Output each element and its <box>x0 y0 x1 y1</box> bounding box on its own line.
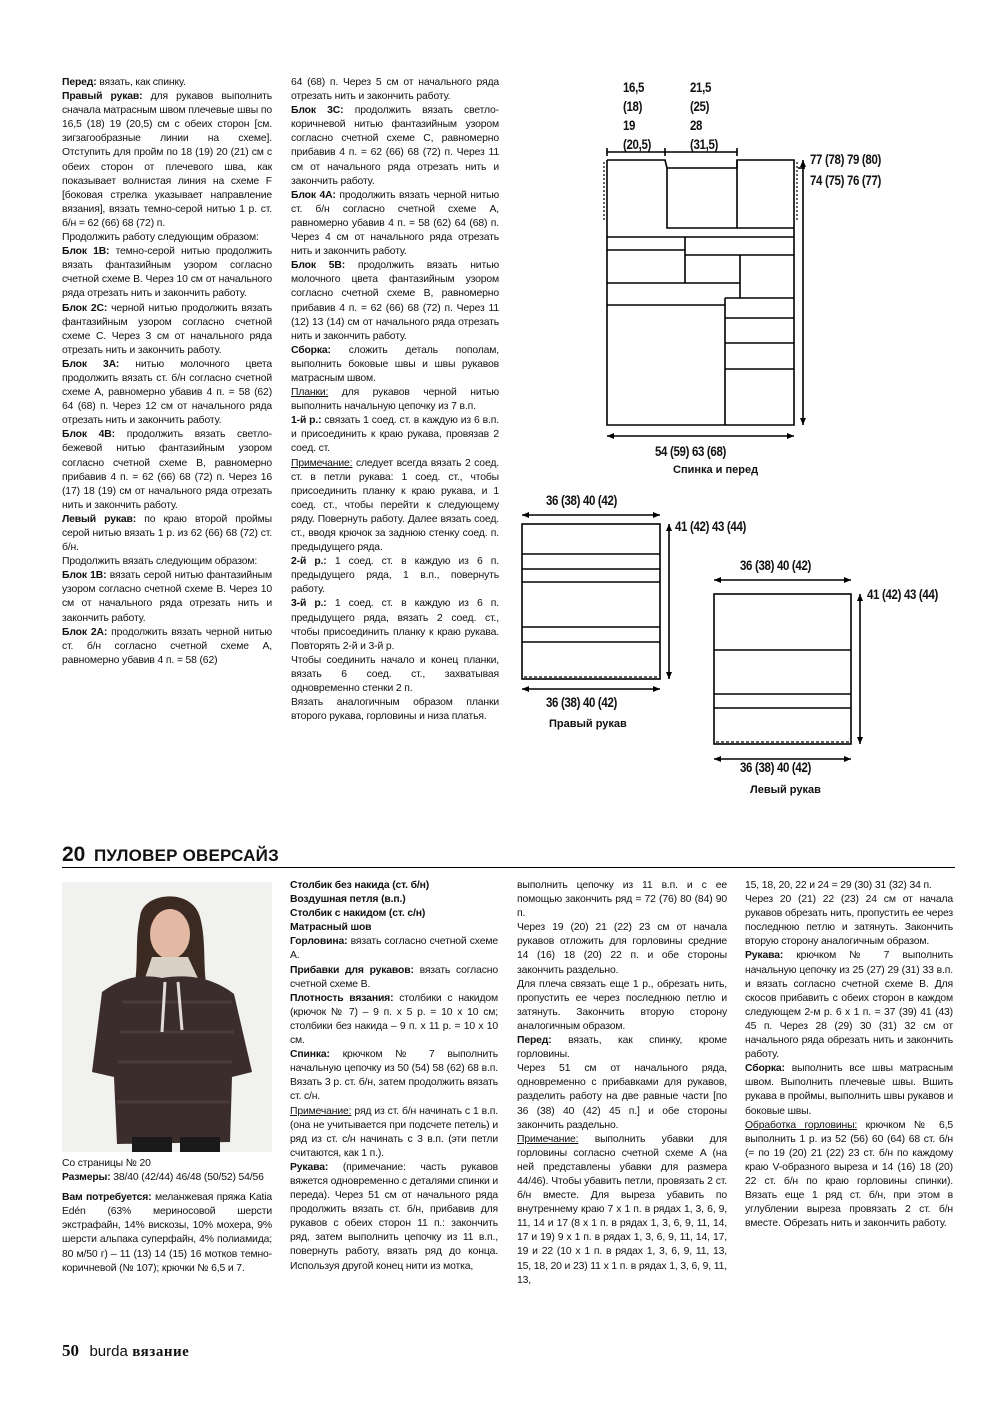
paragraph-text: продолжить вязать светло-коричневой нитью фантазийным узором согласно счетной схеме C, равномерно прибавив 4 п. = 62 (66) 68 (72) п. Через 11 см от начального ряда отрезать нить и закончить работу. <box>291 105 499 187</box>
paragraph-heading: Блок 4В: <box>62 429 115 441</box>
paragraph <box>291 654 499 696</box>
paragraph-text: Через 20 (21) 22 (23) 24 см от начала рукавов обрезать нить, пропустить ее через последнюю петлю и затянуть. Закончить вторую сторону аналогичным образом. <box>745 894 953 948</box>
paragraph-text: темно-серой нитью продолжить вязать фантазийным узором согласно счетной схеме B. Через 10 см от начального ряда отрезать нить и закончить работу. <box>62 246 272 300</box>
paragraph-heading: Вам потребуется: <box>62 1192 152 1204</box>
left-sleeve-caption: Левый рукав <box>750 784 821 796</box>
paragraph <box>62 555 272 569</box>
paragraph-text: (примечание: часть рукавов вяжется одновременно с деталями спинки и переда). Через 51 см от начального ряда продолжить вязать ст. б/н, прибавив для рукавов с обеих сторон 11 п.: закончить ряд, затем выполнить цепочку из 11 в.п., повернуть работу, вязать ряд до конца. Используя другой конец нити из мотка, <box>290 1161 498 1272</box>
right-sleeve-schematic <box>515 505 675 705</box>
paragraph <box>62 1157 272 1171</box>
paragraph-text: 15, 18, 20, 22 и 24 = 29 (30) 31 (32) 34 п. <box>745 880 932 891</box>
paragraph-heading: 3-й р.: <box>291 598 327 610</box>
paragraph <box>62 231 272 245</box>
paragraph-heading: Блок 1В: <box>62 246 110 258</box>
text-column-b <box>290 879 498 1274</box>
paragraph <box>745 893 953 949</box>
paragraph <box>62 626 272 668</box>
paragraph-heading: Матрасный шов <box>290 922 372 934</box>
paragraph-note-heading: Примечание: <box>291 457 353 469</box>
paragraph <box>291 104 499 189</box>
model-photo <box>62 882 272 1152</box>
dim-text: 16,5 <box>623 79 645 95</box>
right-sleeve-top-label: 36 (38) 40 (42) <box>546 492 618 508</box>
paragraph-heading: Рукава: <box>745 950 784 962</box>
paragraph <box>291 457 499 556</box>
paragraph-text: Со страницы № 20 <box>62 1158 151 1169</box>
paragraph-heading: Блок 2А: <box>62 626 108 638</box>
paragraph-heading: Перед: <box>517 1035 552 1047</box>
paragraph-text: выполнить все швы матрасным швом. Выполнить плечевые швы. Вшить рукава в проймы, выполнить швы рукавов и боковые швы. <box>745 1063 953 1117</box>
right-sleeve-bottom-label: 36 (38) 40 (42) <box>546 694 618 710</box>
paragraph <box>517 1062 727 1132</box>
paragraph-text: столбики с накидом (крючок № 7) – 9 п. х 5 р. = 10 х 10 см; столбики без накида – 9 п. х 11 р. = 10 х 10 см. <box>290 992 498 1047</box>
paragraph <box>62 513 272 555</box>
paragraph-heading: Столбик без накида (ст. б/н) <box>290 880 430 891</box>
paragraph-heading: Горловина: <box>290 936 348 948</box>
paragraph <box>745 879 953 893</box>
paragraph-text: Чтобы соединить начало и конец планки, вязать 6 соед. ст., захватывая одновременно стенки 2 п. <box>291 654 499 695</box>
paragraph-text: Для плеча связать еще 1 р., обрезать нить, пропустить ее через последнюю петлю и затянуть. Закончить вторую сторону аналогичным образом. <box>517 978 727 1032</box>
paragraph-heading: Сборка: <box>291 344 331 356</box>
paragraph-text: вязать согласно счетной схеме B. <box>290 964 498 990</box>
paragraph-text: Продолжить работу следующим образом: <box>62 232 259 244</box>
left-sleeve-schematic <box>708 570 868 775</box>
paragraph-text: Вязать аналогичным образом планки второго рукава, горловины и низа платья. <box>291 697 499 723</box>
paragraph <box>62 76 272 90</box>
text-column-intro <box>62 1157 272 1276</box>
paragraph-text: 64 (68) п. Через 5 см от начального ряда отрезать нить и закончить работу. <box>291 77 499 103</box>
paragraph-text: крючком № 6,5 выполнить 1 р. из 52 (56) 60 (64) 68 ст. б/н (= по 19 (20) 21 (22) 23 ст. б/н по каждому краю V-образного выреза и 14 (16) 18 (20) 22 ст. б/н по краю горловины спинки). Вязать еще 1 ряд ст. б/н, при этом в углублении выреза провязать 2 ст. б/н вместе. Обрезать нить и закончить работу. <box>745 1119 953 1230</box>
paragraph <box>62 1171 272 1185</box>
paragraph-heading: Сборка: <box>745 1063 785 1075</box>
paragraph-text: крючком № 7 выполнить начальную цепочку из 25 (27) 29 (31) 33 в.п. и вязать согласно счетной схеме B. Для скосов прибавить с обеих сторон в каждом следующем 2-м р. 6 х 1 п. = 37 (39) 41 (43) 45 п. Через 28 (29) 30 (31) 32 см от начального ряда обрезать нить и закончить работу. <box>745 950 953 1061</box>
paragraph <box>291 344 499 386</box>
paragraph <box>62 358 272 428</box>
paragraph-text: 38/40 (42/44) 46/48 (50/52) 54/56 <box>110 1172 264 1184</box>
paragraph-heading: Блок 5В: <box>291 260 346 272</box>
body-schematic <box>595 140 810 470</box>
paragraph <box>517 978 727 1034</box>
paragraph-text: сложить деталь пополам, выполнить боковые швы и швы рукавов матрасным швом. <box>291 344 499 384</box>
paragraph-note-heading: Примечание: <box>517 1133 579 1145</box>
paragraph-text: продолжить вязать светло-бежевой нитью фантазийным узором согласно счетной схеме B, равномерно прибавив 4 п. = 62 (66) 68 (72) п. Через 16 (17) 18 (19) см от начального ряда отрезать нить и закончить работу. <box>62 429 272 511</box>
paragraph-note-heading: Обработка горловины: <box>745 1119 858 1131</box>
section-title: ПУЛОВЕР ОВЕРСАЙЗ <box>94 846 279 865</box>
paragraph <box>290 1161 498 1274</box>
paragraph-text: выполнить убавки для горловины согласно счетной схеме A (на ней представлены убавки для размера 44/46). Чтобы убавить петли, провязать 2 ст. б/н вместе. Для выреза убавить по внутреннему краю 7 х 1 п. в рядах 1, 3, 6, 9, 11, 14 и 17 (8 х 1 п. в рядах 1, 3, 6, 9, 11, 14, 17 и 19) 9 х 1 п. в рядах 1, 3, 6, 9, 11, 14, 17, 19 и 22 (10 х 1 п. в рядах 1, 3, 6, 9, 11, 13, 15, 18, 20 и 23) 11 х 1 п. в рядах 1, 3, 6, 9, 11, 13, <box>517 1133 727 1286</box>
paragraph-text: ряд из ст. б/н начинать с 1 в.п. (она не учитывается при подсчете петель) и ряд из ст. с/н начинать с 3 в.п. (эти петли считаются, как 1 п.). <box>290 1105 498 1159</box>
paragraph-text: крючком № 7 выполнить начальную цепочку из 50 (54) 58 (62) 68 в.п. Вязать 3 р. ст. б/н, затем продолжить вязать ст. с/н. <box>290 1049 498 1103</box>
paragraph <box>290 879 498 893</box>
paragraph <box>517 1034 727 1062</box>
right-sleeve-height-label: 41 (42) 43 (44) <box>675 518 747 534</box>
paragraph-heading: Левый рукав: <box>62 513 137 525</box>
paragraph <box>291 555 499 597</box>
paragraph <box>291 386 499 414</box>
paragraph <box>291 597 499 653</box>
right-sleeve-caption: Правый рукав <box>549 718 627 730</box>
paragraph <box>62 428 272 513</box>
paragraph <box>291 76 499 104</box>
dim-text: 21,5 <box>690 79 712 95</box>
paragraph-text: Через 19 (20) 21 (22) 23 см от начала рукавов отложить для горловины средние 14 (16) 18 (20) 22 п. и обе стороны закончить раздельно. <box>517 922 727 976</box>
magazine-name: вязание <box>132 1344 190 1360</box>
paragraph-heading: Блок 4А: <box>291 189 336 201</box>
paragraph-heading: Прибавки для рукавов: <box>290 964 414 976</box>
paragraph <box>291 696 499 724</box>
paragraph-text: продолжить вязать черной нитью ст. б/н согласно счетной схеме A, равномерно убавив 4 п. = 58 (62) <box>62 626 272 666</box>
paragraph-text: Через 51 см от начального ряда, одновременно с прибавками для рукавов, разделить работу на две равные части [по 36 (38) 40 (42) 45 п.] и обе стороны закончить раздельно. <box>517 1063 727 1131</box>
section-number: 20 <box>62 843 86 866</box>
paragraph <box>62 302 272 358</box>
dim-text: (18) <box>623 98 643 114</box>
paragraph-heading: 1-й р.: <box>291 415 322 427</box>
text-column-1 <box>62 76 272 668</box>
paragraph-heading: Плотность вязания: <box>290 992 394 1004</box>
paragraph-text: для рукавов черной нитью выполнить начальную цепочку из 7 в.п. <box>291 387 499 413</box>
paragraph-heading: Блок 2С: <box>62 302 108 314</box>
paragraph-heading: Воздушная петля (в.п.) <box>290 894 406 906</box>
paragraph-text: продолжить вязать черной нитью ст. б/н согласно счетной схеме A, равномерно убавив 4 п. = 58 (62) 64 (68) п. Через 4 см от начального ряда отрезать нить и закончить работу. <box>291 189 499 258</box>
paragraph <box>517 879 727 921</box>
height-outer-label: 77 (78) 79 (80) <box>810 151 882 167</box>
paragraph-heading: Блок 3С: <box>291 105 344 117</box>
paragraph-text: 1 соед. ст. в каждую из 6 п. предыдущего ряда, 1 в.п., повернуть работу. <box>291 556 499 596</box>
paragraph-heading: Блок 1В: <box>62 570 107 582</box>
left-sleeve-height-label: 41 (42) 43 (44) <box>867 586 939 602</box>
paragraph-heading: Рукава: <box>290 1161 329 1173</box>
text-column-c <box>517 879 727 1288</box>
dim-text: (31,5) <box>690 136 719 152</box>
text-column-2 <box>291 76 499 724</box>
paragraph-text: Продолжить вязать следующим образом: <box>62 556 258 568</box>
paragraph-heading: Блок 3А: <box>62 358 120 370</box>
paragraph <box>62 245 272 301</box>
paragraph <box>290 964 498 992</box>
page-number: 50 <box>62 1341 79 1360</box>
paragraph-heading: 2-й р.: <box>291 556 327 568</box>
paragraph <box>290 921 498 935</box>
paragraph <box>517 1133 727 1288</box>
brand-name: burda <box>89 1343 128 1360</box>
paragraph-heading: Спинка: <box>290 1049 330 1061</box>
left-sleeve-bottom-label: 36 (38) 40 (42) <box>740 759 812 775</box>
paragraph <box>62 1191 272 1276</box>
dim-text: 19 <box>623 117 636 133</box>
paragraph <box>290 992 498 1048</box>
paragraph-text: 1 соед. ст. в каждую из 6 п. предыдущего ряда, вязать 2 соед. ст., чтобы присоединить планку к краю рукава. Повторять 2-й и 3-й р. <box>291 598 499 652</box>
paragraph-text: для рукавов выполнить сначала матрасным швом плечевые швы по 16,5 (18) 19 (20,5) см с обеих сторон [см. зигзагообразные линии на схеме]. Отступить для пройм по 18 (19) 20 (21) см с обеих сторон от плечевого шва, как показывает волнистая линия на схеме F [боковая стрелка указывает направление вязания], вязать темно-серой нитью 1 р. ст. б/н = 62 (66) 68 (72) п. <box>62 91 272 229</box>
body-caption: Спинка и перед <box>673 464 759 476</box>
paragraph-heading: Столбик с накидом (ст. с/н) <box>290 908 426 920</box>
left-sleeve-top-label: 36 (38) 40 (42) <box>740 557 812 573</box>
paragraph-heading: Перед: <box>62 77 97 88</box>
paragraph-text: выполнить цепочку из 11 в.п. и с ее помощью закончить ряд = 72 (76) 80 (84) 90 п. <box>517 880 727 920</box>
paragraph-text: по краю второй проймы серой нитью вязать 1 р. из 62 (66) 68 (72) ст. б/н. <box>62 513 272 554</box>
paragraph <box>290 907 498 921</box>
paragraph <box>745 1062 953 1118</box>
dim-text: (20,5) <box>623 136 652 152</box>
height-inner-label: 74 (75) 76 (77) <box>810 172 882 188</box>
paragraph-heading: Размеры: <box>62 1172 111 1184</box>
paragraph-text: меланжевая пряжа Katia Edén (63% мериносовой шерсти экстрафайн, 14% вискозы, 10% мохера, 9% шерсти альпака суперфайн, 4% полиамида; 80 м/50 г) – 11 (13) 14 (15) 16 мотков темно-коричневой (№ 107); крючки № 6,5 и 7. <box>62 1192 273 1274</box>
paragraph <box>62 90 272 231</box>
paragraph-text: вязать, как спинку. <box>96 77 186 88</box>
paragraph <box>745 949 953 1062</box>
paragraph <box>290 893 498 907</box>
paragraph-text: следует всегда вязать 2 соед. ст. в петли рукава: 1 соед. ст., чтобы присоединить планку к краю рукава, и 1 соед. ст., чтобы перейти к следующему ряду. Повернуть работу. Далее вязать соед. ст., вводя крючок за заднюю стенку соед. п. предыдущего ряда. <box>291 457 499 554</box>
paragraph <box>745 1119 953 1232</box>
paragraph <box>290 1105 498 1161</box>
paragraph-text: вязать согласно счетной схеме A. <box>290 936 498 962</box>
page-footer <box>62 1341 189 1361</box>
paragraph-heading: Правый рукав: <box>62 91 143 103</box>
paragraph <box>62 569 272 625</box>
paragraph <box>517 921 727 977</box>
paragraph <box>291 414 499 456</box>
paragraph <box>290 935 498 963</box>
paragraph-text: вязать серой нитью фантазийным узором согласно счетной схеме B. Через 10 см от начального ряда отрезать нить и закончить работу. <box>62 570 272 624</box>
paragraph-text: продолжить вязать нитью молочного цвета фантазийным узором согласно счетной схеме B, равномерно прибавив 4 п. = 62 (66) 68 (72) п. Через 11 (12) 13 (14) см от начального ряда отрезать нить и закончить работу. <box>291 260 499 342</box>
paragraph-note-heading: Примечание: <box>290 1105 352 1117</box>
paragraph <box>290 1048 498 1104</box>
paragraph-text: нитью молочного цвета продолжить вязать ст. б/н согласно счетной схеме A, равномерно убавив 4 п. = 58 (62) 64 (68) п. Через 12 см от начального ряда отрезать нить и закончить работу. <box>62 358 272 427</box>
paragraph-note-heading: Планки: <box>291 387 329 399</box>
text-column-d <box>745 879 953 1231</box>
body-width-label: 54 (59) 63 (68) <box>655 443 727 459</box>
paragraph-text: вязать, как спинку, кроме горловины. <box>517 1035 727 1061</box>
dim-text: (25) <box>690 98 710 114</box>
dim-text: 28 <box>690 117 703 133</box>
paragraph-text: связать 1 соед. ст. в каждую из 6 в.п. и присоединить к краю рукава, провязав 2 соед. ст. <box>291 415 499 455</box>
paragraph <box>291 189 499 259</box>
paragraph-text: черной нитью продолжить вязать фантазийным узором согласно счетной схеме C. Через 3 см от начального ряда отрезать нить и закончить работу. <box>62 302 272 356</box>
section-header <box>62 843 955 868</box>
paragraph <box>291 259 499 344</box>
